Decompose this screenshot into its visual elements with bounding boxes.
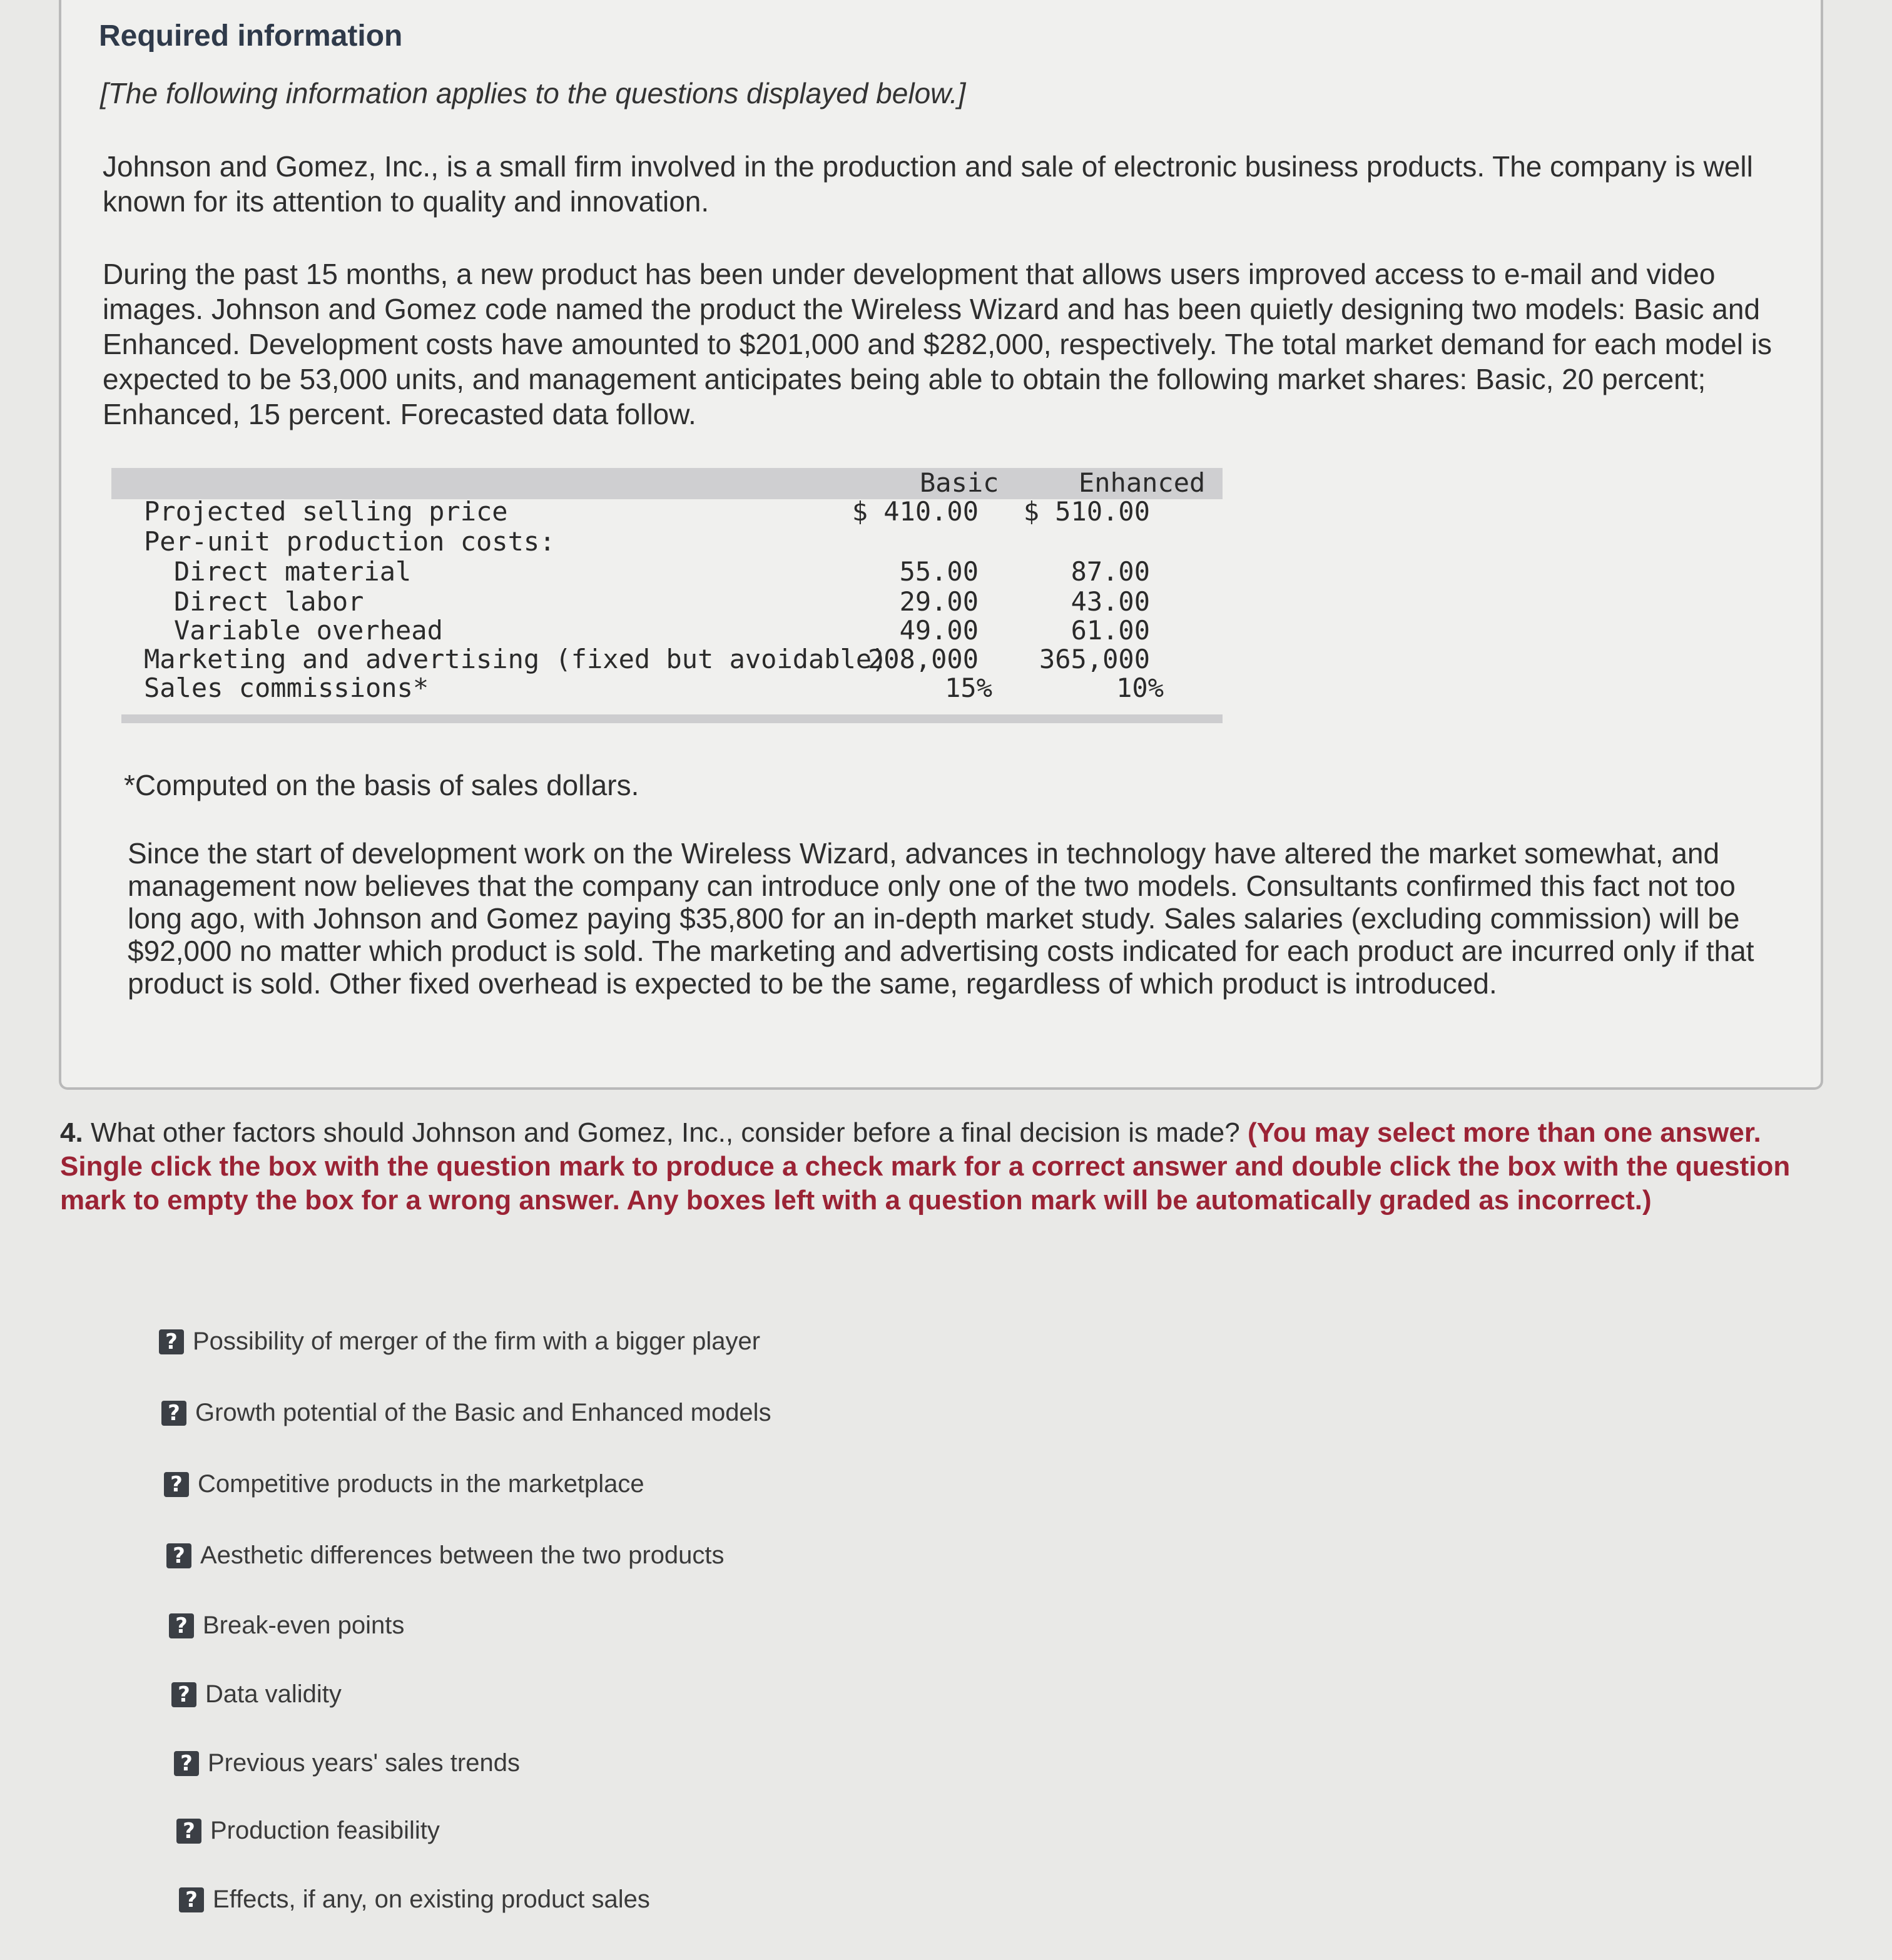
choice-aesthetic-differences[interactable] [166, 1541, 725, 1570]
question-mark-box-icon[interactable]: ? [166, 1543, 191, 1568]
choice-label: Effects, if any, on existing product sales [213, 1886, 650, 1913]
choice-label: Previous years' sales trends [208, 1749, 520, 1777]
row-label-overhead: Variable overhead [174, 615, 443, 646]
choice-production-feasibility[interactable] [176, 1817, 440, 1845]
cell-labor-basic: 29.00 [899, 586, 979, 617]
required-info-title: Required information [99, 19, 403, 53]
cell-marketing-basic: 208,000 [867, 644, 979, 674]
table-bottom-rule [121, 714, 1223, 723]
question-mark-box-icon[interactable]: ? [176, 1819, 201, 1844]
choice-label: Data validity [205, 1680, 342, 1708]
cell-price-basic: $ 410.00 [852, 496, 979, 527]
cell-commissions-enhanced: 10% [1116, 673, 1164, 703]
row-label-commissions: Sales commissions* [144, 673, 429, 703]
cell-labor-enhanced: 43.00 [1071, 586, 1150, 617]
question-number: 4. [60, 1117, 83, 1148]
footnote: *Computed on the basis of sales dollars. [124, 769, 639, 801]
question-mark-box-icon[interactable]: ? [164, 1472, 189, 1497]
question-mark-box-icon[interactable]: ? [161, 1401, 186, 1426]
market-change-paragraph: Since the start of development work on the Wireless Wizard, advances in technology have altered the market somewhat, and management now believes that the company can introduce only one of the two models. Consultants confirmed this fact not too long ago, with Johnson and Gomez paying $35,800 for an in-depth market study. Sales salaries (excluding commission) will be $92,000 no matter which product is sold. The marketing and advertising costs indicated for each product are incurred only if that product is sold. Other fixed overhead is expected to be the same, regardless of which product is introduced. [128, 837, 1754, 1000]
choice-label: Possibility of merger of the firm with a bigger player [193, 1328, 761, 1355]
choice-label: Aesthetic differences between the two products [200, 1541, 725, 1569]
forecast-table [111, 468, 1223, 724]
question-mark-box-icon[interactable]: ? [169, 1613, 194, 1638]
cell-commissions-basic: 15% [945, 673, 992, 703]
row-label-per-unit: Per-unit production costs: [144, 526, 556, 557]
table-header-bar [111, 468, 1223, 499]
question-instruction: (You may select more than one answer. Single click the box with the question mark to produce a check mark for a correct answer and double click the box with the question mark to empty the box for a wrong answer. Any boxes left with a question mark will be automatically graded as incorrect.) [60, 1117, 1791, 1216]
development-paragraph: During the past 15 months, a new product has been under development that allows users improved access to e-mail and video images. Johnson and Gomez code named the product the Wireless Wizard and has been quietly designing two models: Basic and Enhanced. Development costs have amounted to $201,000 and $282,000, respectively. The total market demand for each model is expected to be 53,000 units, and management anticipates being able to obtain the following market shares: Basic, 20 percent; Enhanced, 15 percent. Forecasted data follow. [103, 258, 1772, 430]
question-mark-box-icon[interactable]: ? [171, 1682, 196, 1707]
row-label-marketing: Marketing and advertising (fixed but avoidable) [144, 644, 888, 674]
header-enhanced: Enhanced [1079, 467, 1206, 498]
row-label-labor: Direct labor [174, 586, 364, 617]
question-4 [60, 1116, 1799, 1217]
row-label-material: Direct material [174, 556, 412, 587]
intro-paragraph: Johnson and Gomez, Inc., is a small firm involved in the production and sale of electronic business products. The company is well known for its attention to quality and innovation. [103, 150, 1753, 218]
cell-overhead-enhanced: 61.00 [1071, 615, 1150, 646]
choice-label: Production feasibility [210, 1817, 440, 1844]
cell-price-enhanced: $ 510.00 [1023, 496, 1150, 527]
choice-merger[interactable] [159, 1328, 760, 1356]
header-basic: Basic [920, 467, 999, 498]
cell-marketing-enhanced: 365,000 [1039, 644, 1150, 674]
choice-growth-potential[interactable] [161, 1399, 771, 1427]
question-mark-box-icon[interactable]: ? [179, 1887, 204, 1912]
choice-label: Competitive products in the marketplace [198, 1470, 644, 1498]
cell-material-enhanced: 87.00 [1071, 556, 1150, 587]
applies-note: [The following information applies to the questions displayed below.] [100, 77, 966, 109]
choice-break-even[interactable] [169, 1612, 404, 1640]
choice-sales-trends[interactable] [174, 1749, 520, 1777]
cell-material-basic: 55.00 [899, 556, 979, 587]
choice-label: Growth potential of the Basic and Enhanced models [195, 1399, 771, 1426]
choice-label: Break-even points [203, 1612, 405, 1639]
question-mark-box-icon[interactable]: ? [174, 1751, 199, 1776]
cell-overhead-basic: 49.00 [899, 615, 979, 646]
question-text: What other factors should Johnson and Gomez, Inc., consider before a final decision is made? [90, 1117, 1240, 1148]
choice-competitive-products[interactable] [164, 1470, 644, 1498]
row-label-price: Projected selling price [144, 496, 508, 527]
choice-existing-product-effects[interactable] [179, 1886, 650, 1914]
question-mark-box-icon[interactable]: ? [159, 1329, 184, 1354]
choice-data-validity[interactable] [171, 1680, 342, 1709]
